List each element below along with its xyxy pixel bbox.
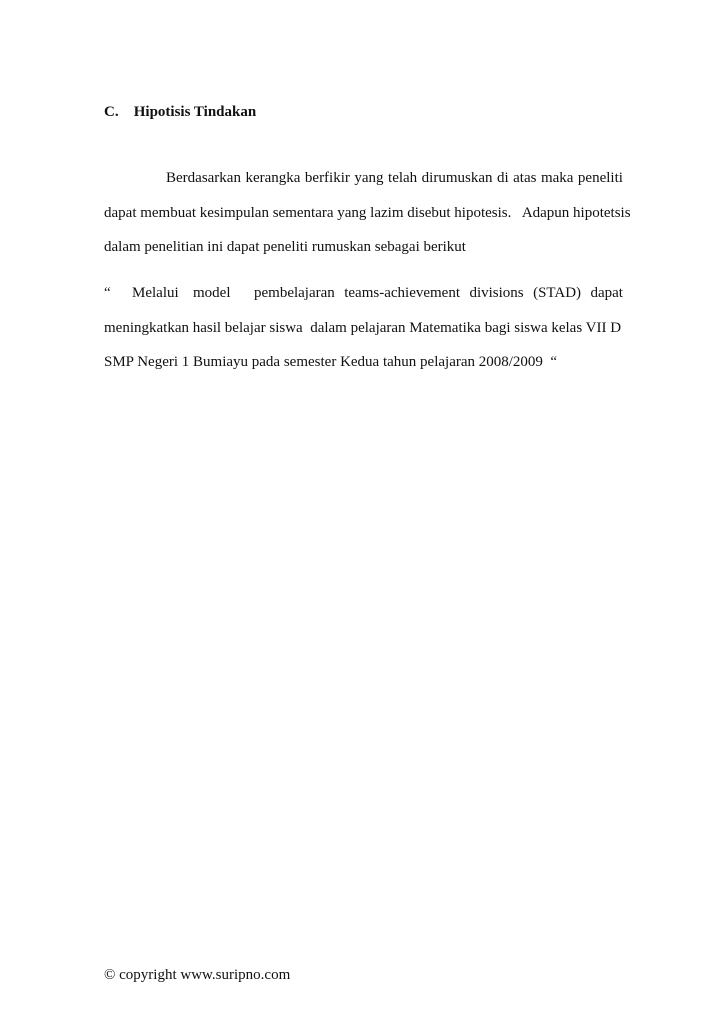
opening-quote: “: [104, 285, 111, 301]
section-heading: [104, 104, 256, 121]
paragraph-1-line-1: [166, 170, 623, 187]
section-letter: C.: [104, 104, 119, 120]
word: berfikir: [304, 170, 350, 186]
word: atas: [513, 170, 537, 186]
paragraph-1-line-2: dapat membuat kesimpulan sementara yang lazim disebut hipotesis. Adapun hipotetsis: [104, 205, 631, 221]
word: (STAD): [533, 285, 582, 301]
word: maka: [540, 170, 574, 186]
hypothesis-line-3: SMP Negeri 1 Bumiayu pada semester Kedua tahun pelajaran 2008/2009 “: [104, 354, 558, 370]
copyright-footer: © copyright www.suripno.com: [104, 967, 291, 983]
word: dirumuskan: [421, 170, 493, 186]
word: telah: [388, 170, 418, 186]
word: peneliti: [577, 170, 623, 186]
paragraph-1-line-3: dalam penelitian ini dapat peneliti rumuskan sebagai berikut: [104, 239, 466, 255]
word: Berdasarkan: [166, 170, 241, 186]
hypothesis-line-1-rest: [254, 285, 623, 302]
word: divisions: [469, 285, 524, 301]
word: dapat: [590, 285, 623, 301]
word: kerangka: [245, 170, 301, 186]
word: di: [496, 170, 509, 186]
hypothesis-line-2: meningkatkan hasil belajar siswa dalam pelajaran Matematika bagi siswa kelas VII D: [104, 320, 622, 336]
word: teams-achievement: [344, 285, 461, 301]
word: pembelajaran: [254, 285, 335, 301]
word: model: [193, 285, 231, 301]
word: yang: [354, 170, 384, 186]
section-title: Hipotisis Tindakan: [133, 104, 257, 120]
word: Melalui: [132, 285, 179, 301]
